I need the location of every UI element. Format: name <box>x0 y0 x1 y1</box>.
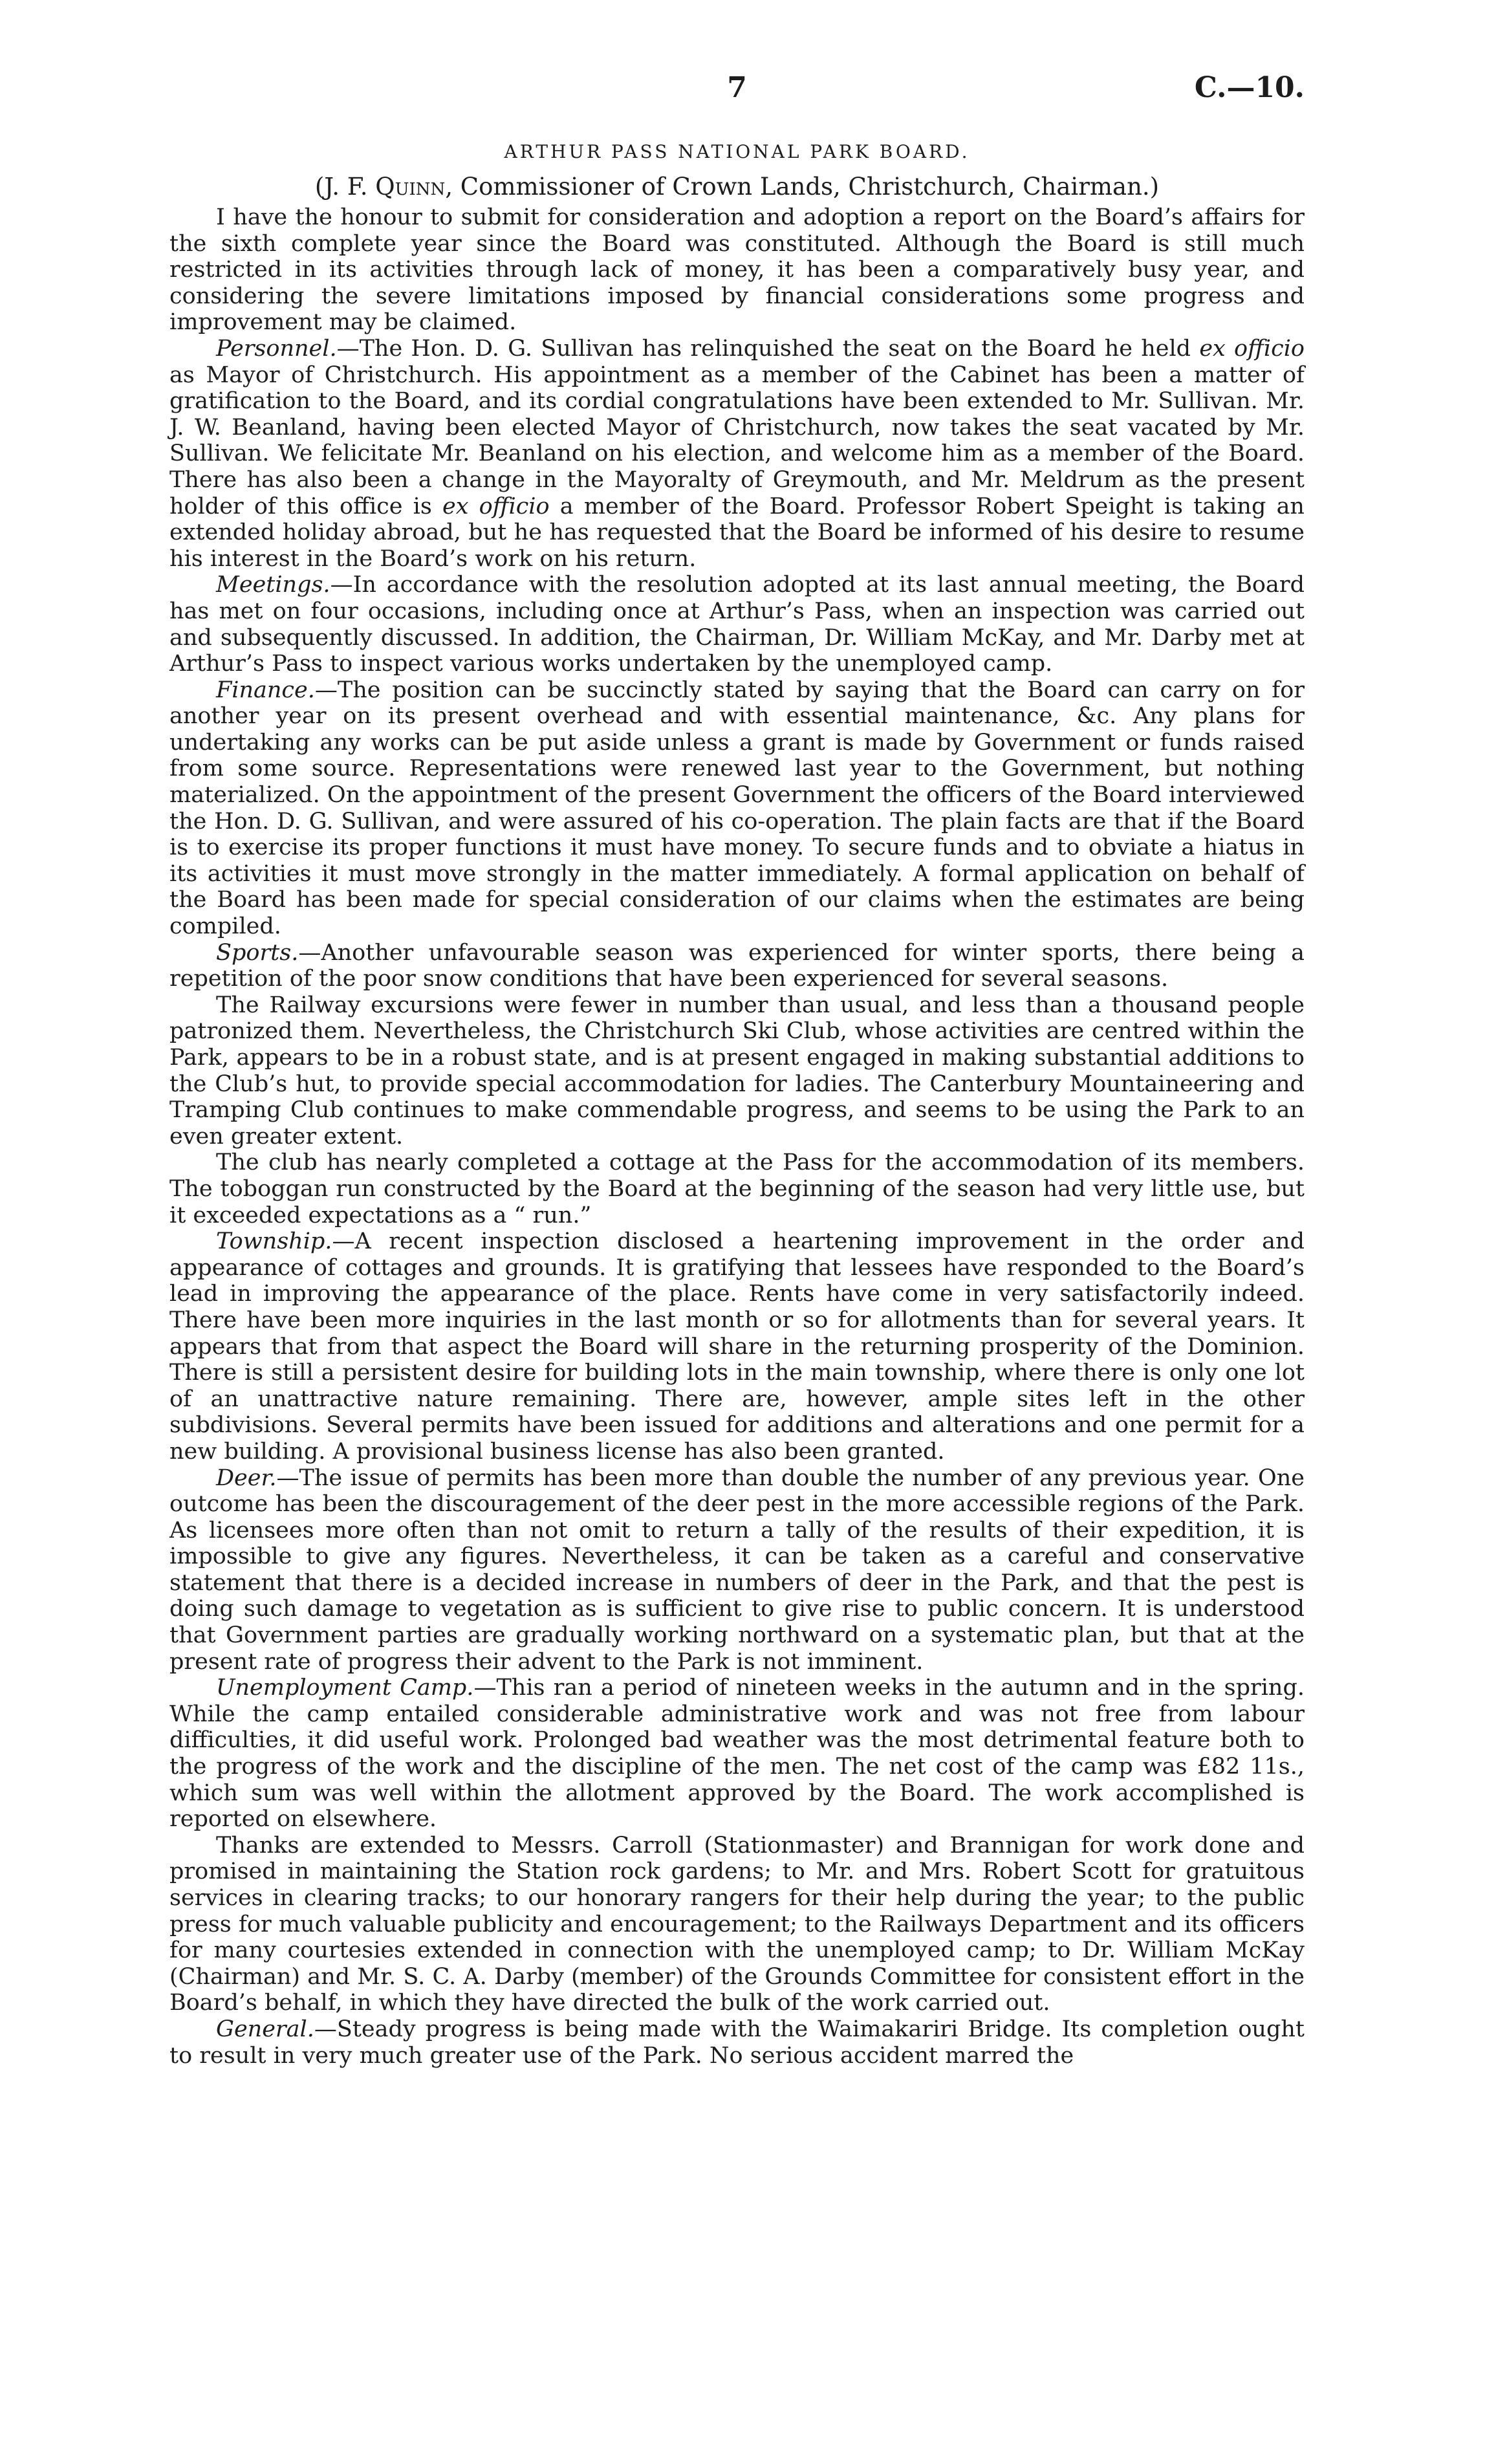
unemployment-camp-text: —This ran a period of nineteen weeks in the autumn and in the spring. While the camp entailed considerable administrative work and was not free from labour difficulties, it did useful work. Prolonged bad weather was the most detrimental feature both to the progress of the work and the discipline of the men. The net cost of the camp was £82 11s., which sum was well within the allotment approved by the Board. The work accomplished is reported on elsewhere. <box>169 1675 1305 1833</box>
deer-text: —The issue of permits has been more than double the number of any previous year. One outcome has been the discouragement of the deer pest in the more accessible regions of the Park. As licensees more often than not omit to return a tally of the results of their expedition, it is impossible to give any figures. Nevertheless, it can be taken as a careful and conservative statement that there is a decided increase in numbers of deer in the Park, and that the pest is doing such damage to vegetation as is sufficient to give rise to public concern. It is understood that Government parties are gradually working northward on a systematic plan, but that at the present rate of progress their advent to the Park is not imminent. <box>169 1465 1305 1675</box>
paragraph-club: The club has nearly completed a cottage at the Pass for the accommodation of its members. The toboggan run constructed by the Board at the beginning of the season had very little use, but it exceeded expectations as a “ run.” <box>169 1150 1305 1228</box>
general-text: —Steady progress is being made with the Waimakariri Bridge. Its completion ought to result in very much greater use of the Park. No serious accident marred the <box>169 2016 1305 2069</box>
report-body <box>169 204 1305 2069</box>
section-heading-sports: Sports. <box>216 939 299 966</box>
paragraph-personnel <box>169 336 1305 572</box>
author-open: (J. F. <box>314 173 376 201</box>
sports-text: —Another unfavourable season was experienced for winter sports, there being a repetition of the poor snow conditions that have been experienced for several seasons. <box>169 939 1305 992</box>
paragraph-township <box>169 1228 1305 1465</box>
meetings-text: —In accordance with the resolution adopted at its last annual meeting, the Board has met on four occasions, including once at Arthur’s Pass, when an inspection was carried out and subsequently discussed. In addition, the Chairman, Dr. William McKay, and Mr. Darby met at Arthur’s Pass to inspect various works undertaken by the unemployed camp. <box>169 572 1305 677</box>
personnel-ex-officio-1: ex officio <box>1199 335 1305 362</box>
finance-text: —The position can be succinctly stated by saying that the Board can carry on for another year on its present overhead and with essential maintenance, &c. Any plans for undertaking any works can be put aside unless a grant is made by Government or funds raised from some source. Representations were renewed last year to the Government, but nothing materialized. On the appointment of the present Government the officers of the Board interviewed the Hon. D. G. Sullivan, and were assured of his co-operation. The plain facts are that if the Board is to exercise its proper functions it must have money. To secure funds and to obviate a hiatus in its activities it must move strongly in the matter immediately. A formal application on behalf of the Board has been made for special consideration of our claims when the estimates are being compiled. <box>169 677 1305 940</box>
paragraph-deer <box>169 1465 1305 1675</box>
personnel-text-3: a member of the Board. Professor Robert Speight is taking an extended holiday abroad, but he has requested that the Board be informed of his desire to resume his interest in the Board’s work on his return. <box>169 493 1305 572</box>
section-heading-deer: Deer. <box>216 1465 277 1491</box>
paragraph-intro: I have the honour to submit for consideration and adoption a report on the Board’s affairs for the sixth complete year since the Board was constituted. Although the Board is still much restricted in its activities through lack of money, it has been a comparatively busy year, and considering the severe limitations imposed by financial considerations some progress and improvement may be claimed. <box>169 204 1305 336</box>
section-heading-personnel: Personnel. <box>216 335 337 362</box>
paragraph-general <box>169 2016 1305 2069</box>
section-heading-unemployment-camp: Unemployment Camp. <box>216 1675 474 1701</box>
paragraph-meetings <box>169 572 1305 677</box>
report-author-line <box>169 173 1305 201</box>
paragraph-railway: The Railway excursions were fewer in number than usual, and less than a thousand people patronized them. Nevertheless, the Christchurch Ski Club, whose activities are centred within the Park, appears to be in a robust state, and is at present engaged in making substantial additions to the Club’s hut, to provide special accommodation for ladies. The Canterbury Mountaineering and Tramping Club continues to make commendable progress, and seems to be using the Park to an even greater extent. <box>169 992 1305 1150</box>
section-heading-meetings: Meetings. <box>216 572 331 598</box>
section-heading-general: General. <box>216 2016 314 2042</box>
personnel-ex-officio-2: ex officio <box>442 493 550 519</box>
section-heading-finance: Finance. <box>216 677 315 703</box>
report-title: ARTHUR PASS NATIONAL PARK BOARD. <box>504 141 970 162</box>
author-name: Quinn <box>375 173 446 201</box>
personnel-text-2: as Mayor of Christchurch. His appointment as a member of the Cabinet has been a matter of gratification to the Board, and its cordial congratulations have been extended to Mr. Sullivan. Mr. J. W. Beanland, having been elected Mayor of Christchurch, now takes the seat vacated by Mr. Sullivan. We felicitate Mr. Beanland on his election, and welcome him as a member of the Board. There has also been a change in the Mayoralty of Greymouth, and Mr. Meldrum as the present holder of this office is <box>169 362 1305 519</box>
paragraph-finance <box>169 677 1305 940</box>
paragraph-sports <box>169 940 1305 992</box>
paragraph-unemployment-camp <box>169 1675 1305 1833</box>
author-rest: , Commissioner of Crown Lands, Christchurch, Chairman.) <box>445 173 1160 201</box>
township-text: —A recent inspection disclosed a heartening improvement in the order and appearance of cottages and grounds. It is gratifying that lessees have responded to the Board’s lead in improving the appearance of the place. Rents have come in very satisfactorily indeed. There have been more inquiries in the last month or so for allotments than for several years. It appears that from that aspect the Board will share in the returning prosperity of the Dominion. There is still a persistent desire for building lots in the main township, where there is only one lot of an unattractive nature remaining. There are, however, ample sites left in the other subdivisions. Several permits have been issued for additions and alterations and one permit for a new building. A provisional business license has also been granted. <box>169 1228 1305 1465</box>
section-heading-township: Township. <box>216 1228 332 1255</box>
page-header <box>169 71 1305 123</box>
personnel-text-1: —The Hon. D. G. Sullivan has relinquished the seat on the Board he held <box>336 335 1200 362</box>
document-page <box>169 71 1305 2069</box>
page-number: 7 <box>727 71 747 104</box>
paragraph-thanks: Thanks are extended to Messrs. Carroll (Stationmaster) and Brannigan for work done and promised in maintaining the Station rock gardens; to Mr. and Mrs. Robert Scott for gratuitous services in clearing tracks; to our honorary rangers for their help during the year; to the public press for much valuable publicity and encouragement; to the Railways Department and its officers for many courtesies extended in connection with the unemployed camp; to Dr. William McKay (Chairman) and Mr. S. C. A. Darby (member) of the Grounds Committee for consistent effort in the Board’s behalf, in which they have directed the bulk of the work carried out. <box>169 1832 1305 2016</box>
document-code: C.—10. <box>1194 71 1305 104</box>
